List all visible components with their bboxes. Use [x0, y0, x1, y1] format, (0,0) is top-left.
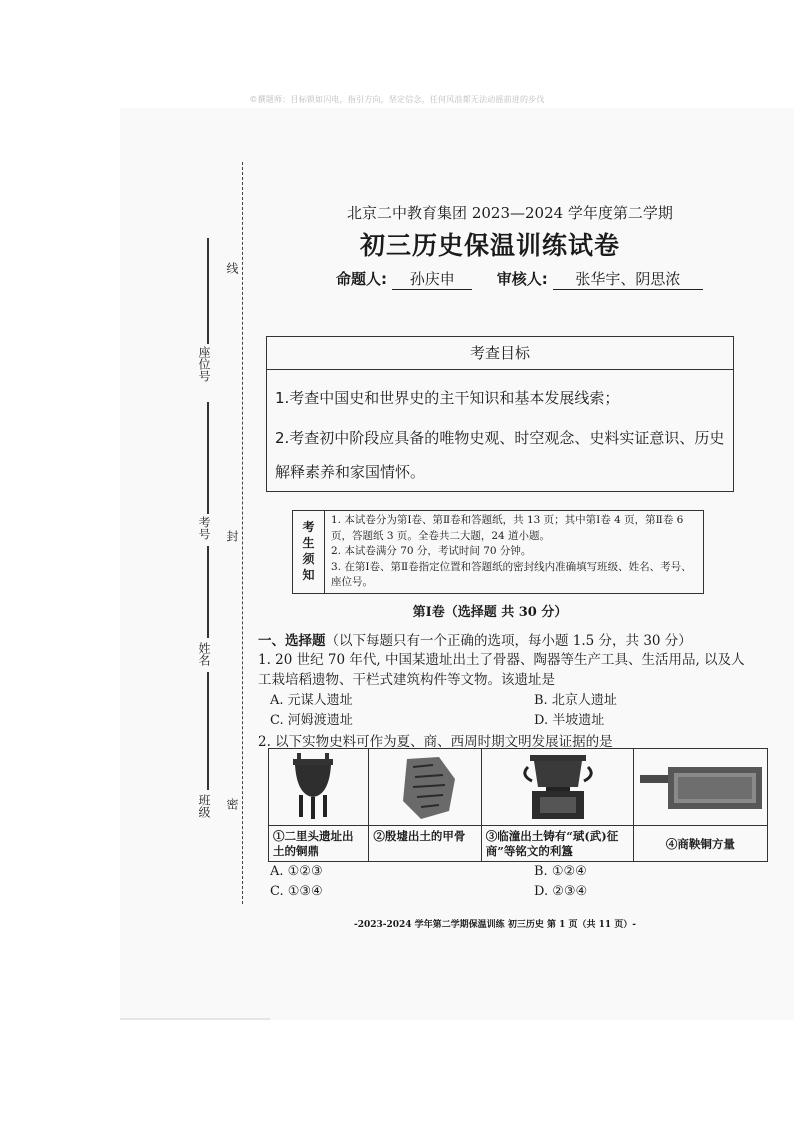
- name-label: 姓名: [197, 642, 211, 666]
- relic-cell: [634, 749, 767, 861]
- part-label: 一、选择题: [258, 633, 326, 649]
- goals-body: [275, 381, 731, 489]
- section-title: 第Ⅰ卷（选择题 共 30 分）: [412, 605, 568, 620]
- exam-no-field-line[interactable]: [207, 402, 209, 514]
- relic-caption: ③临潼出土铸有“珷(武)征商”等铭文的利簋: [485, 829, 619, 858]
- watermark-text: ©撰题师：目标锁如闪电，指引方向，坚定信念，任何风浪都无法动摇前进的步伐: [249, 95, 545, 104]
- question-2-stem: 2. 以下实物史料可作为夏、商、西周时期文明发展证据的是: [258, 734, 613, 750]
- binding-seal-mark: 封: [225, 530, 239, 542]
- exam-goals-box: [266, 336, 734, 492]
- class-label: 班级: [197, 794, 211, 818]
- option-a[interactable]: A. ①②③: [270, 864, 323, 879]
- scan-edge: [120, 1018, 270, 1020]
- option-b[interactable]: B. ①②④: [534, 864, 587, 879]
- part-note: （以下每题只有一个正确的选项，每小题 1.5 分，共 30 分）: [325, 633, 692, 649]
- relic-caption: ②殷墟出土的甲骨: [373, 829, 466, 843]
- relic-caption: ①二里头遗址出土的铜鼎: [273, 829, 354, 858]
- goal-item: 2.考查初中阶段应具备的唯物史观、时空观念、史料实证意识、历史解释素养和家国情怀。: [275, 429, 725, 481]
- binding-secret-mark: 密: [225, 798, 239, 810]
- option-d[interactable]: D. ②③④: [534, 884, 588, 899]
- page-footer: -2023-2024 学年第二学期保温训练 初三历史 第 1 页（共 11 页）-: [353, 920, 637, 930]
- relic-caption: ④商鞅铜方量: [665, 837, 735, 851]
- candidate-notice-box: [292, 510, 704, 594]
- seat-label: 座位号: [197, 346, 211, 382]
- exam-title: 初三历史保温训练试卷: [359, 231, 620, 260]
- question-2-options: [270, 862, 760, 902]
- binding-line-mark: 线: [225, 262, 239, 274]
- author-name: 孙庆申: [392, 268, 472, 290]
- question-stem: 1. 20 世纪 70 年代, 中国某遗址出土了骨器、陶器等生产工具、生活用品, 以及人工栽培稻遗物、干栏式建筑构件等文物。该遗址是: [258, 652, 745, 688]
- notice-body: [331, 513, 701, 591]
- question-1: [258, 650, 758, 731]
- author-label: 命题人:: [336, 270, 387, 288]
- part-heading: [258, 629, 692, 649]
- relic-cell: [269, 749, 369, 861]
- reviewer-label: 审核人:: [496, 270, 548, 288]
- seat-field-line[interactable]: [207, 238, 209, 344]
- goals-title: 考查目标: [267, 337, 733, 370]
- option-b[interactable]: B. 北京人遗址: [534, 693, 617, 708]
- name-field-line[interactable]: [207, 546, 209, 638]
- goal-item: 1.考查中国史和世界史的主干知识和基本发展线索；: [275, 389, 620, 407]
- school-term-line: 北京二中教育集团 2023—2024 学年度第二学期: [347, 204, 673, 222]
- shang-yang-square-measure-image: [634, 749, 767, 826]
- class-field-line[interactable]: [207, 672, 209, 790]
- bronze-ding-image: [269, 749, 368, 826]
- binding-dashed-line: [242, 162, 243, 904]
- authors-line: [336, 268, 703, 290]
- relic-cell: [482, 749, 634, 861]
- option-c[interactable]: C. ①③④: [270, 884, 323, 899]
- exam-no-label: 考号: [197, 516, 211, 540]
- relic-cell: [369, 749, 481, 861]
- notice-item: 3. 在第Ⅰ卷、第Ⅱ卷指定位置和答题纸的密封线内准确填写班级、姓名、考号、座位号。: [331, 560, 692, 588]
- notice-item: 1. 本试卷分为第Ⅰ卷、第Ⅱ卷和答题纸，共 13 页；其中第Ⅰ卷 4 页，第Ⅱ卷 6 页，答题纸 3 页。全卷共二大题，24 道小题。: [331, 514, 684, 542]
- li-gui-image: [482, 749, 633, 826]
- option-c[interactable]: C. 河姆渡遗址: [270, 713, 353, 728]
- oracle-bone-image: [369, 749, 480, 826]
- notice-item: 2. 本试卷满分 70 分，考试时间 70 分钟。: [331, 545, 532, 557]
- option-a[interactable]: A. 元谋人遗址: [270, 693, 353, 708]
- notice-label: [293, 511, 325, 593]
- notice-label-text: 考生须知: [302, 520, 315, 582]
- reviewer-name: 张华宇、阴思浓: [553, 268, 703, 290]
- relics-table: [268, 748, 768, 862]
- option-d[interactable]: D. 半坡遗址: [534, 713, 605, 728]
